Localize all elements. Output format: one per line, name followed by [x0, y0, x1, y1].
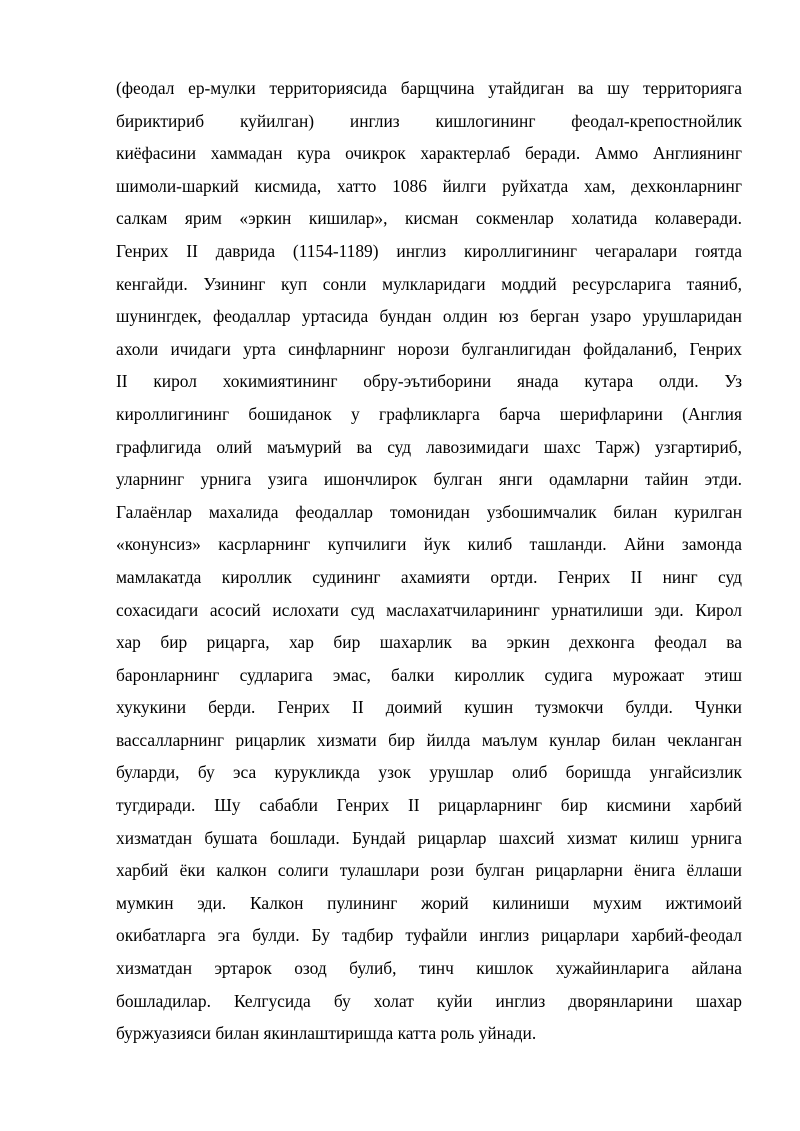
text-line: харбий ёки калкон солиги тулашлари рози булган рицарларни ёнига ёллаши	[116, 860, 742, 881]
text-line: ахоли ичидаги урта синфларнинг норози булганлигидан фойдаланиб, Генрих	[116, 338, 742, 359]
text-line: бошладилар. Келгусида бу холат куйи инглиз дворянларини шахар	[116, 990, 742, 1011]
text-line: мамлакатда кироллик судининг ахамияти ортди. Генрих II нинг суд	[116, 566, 742, 587]
text-line: «конунсиз» касрларнинг купчилиги йук килиб ташланди. Айни замонда	[116, 534, 742, 555]
text-line: графлигида олий маъмурий ва суд лавозимидаги шахс Тарж) узгартириб,	[116, 436, 742, 457]
text-line: (феодал ер-мулки территориясида барщчина утайдиган ва шу территорияга	[116, 78, 742, 98]
text-line: хизматдан бушата бошлади. Бундай рицарлар шахсий хизмат килиш урнига	[116, 827, 742, 848]
text-line: тугдиради. Шу сабабли Генрих II рицарларнинг бир кисмини харбий	[116, 795, 742, 816]
text-line: шимоли-шаркий кисмида, хатто 1086 йилги руйхатда хам, дехконларнинг	[116, 175, 742, 196]
text-line: хар бир рицарга, хар бир шахарлик ва эркин дехконга феодал ва	[116, 632, 742, 653]
text-line: кенгайди. Узининг куп сонли мулкларидаги моддий ресурсларига таяниб,	[116, 273, 742, 294]
text-line: киёфасини хаммадан кура очикрок характерлаб беради. Аммо Англиянинг	[116, 143, 742, 164]
text-line: хукукини берди. Генрих II доимий кушин тузмокчи булди. Чунки	[116, 697, 742, 718]
text-line: шунингдек, феодаллар уртасида бундан олдин юз берган узаро урушларидан	[116, 306, 742, 327]
text-line: буржуазияси билан якинлаштиришда катта роль уйнади.	[116, 1023, 537, 1044]
text-line: баронларнинг судларига эмас, балки кироллик судига мурожаат этиш	[116, 664, 742, 685]
text-line: буларди, бу эса курукликда узок урушлар олиб боришда унгайсизлик	[116, 762, 742, 783]
text-line: уларнинг урнига узига ишончлирок булган янги одамларни тайин этди.	[116, 469, 742, 490]
text-line: Галаёнлар махалида феодаллар томонидан узбошимчалик билан курилган	[116, 501, 742, 522]
text-line: вассалларнинг рицарлик хизмати бир йилда маълум кунлар билан чекланган	[116, 729, 742, 750]
body-paragraph	[116, 72, 742, 1050]
text-line: II кирол хокимиятининг обру-эътиборини янада кутара олди. Уз	[116, 371, 742, 392]
text-line: окибатларга эга булди. Бу тадбир туфайли инглиз рицарлари харбий-феодал	[116, 925, 742, 946]
text-line: кироллигининг бошиданок у графликларга барча шерифларини (Англия	[116, 403, 742, 424]
text-line: мумкин эди. Калкон пулининг жорий килиниши мухим ижтимоий	[116, 892, 742, 913]
text-line: бириктириб куйилган) инглиз кишлогининг феодал-крепостнойлик	[116, 110, 742, 131]
text-line: салкам ярим «эркин кишилар», кисман сокменлар холатида колаверади.	[116, 208, 742, 229]
text-line: Генрих II даврида (1154-1189) инглиз кироллигининг чегаралари гоятда	[116, 240, 742, 261]
text-line: сохасидаги асосий ислохати суд маслахатчиларининг урнатилиши эди. Кирол	[116, 599, 742, 620]
text-line: хизматдан эртарок озод булиб, тинч кишлок хужайинларига айлана	[116, 958, 742, 979]
